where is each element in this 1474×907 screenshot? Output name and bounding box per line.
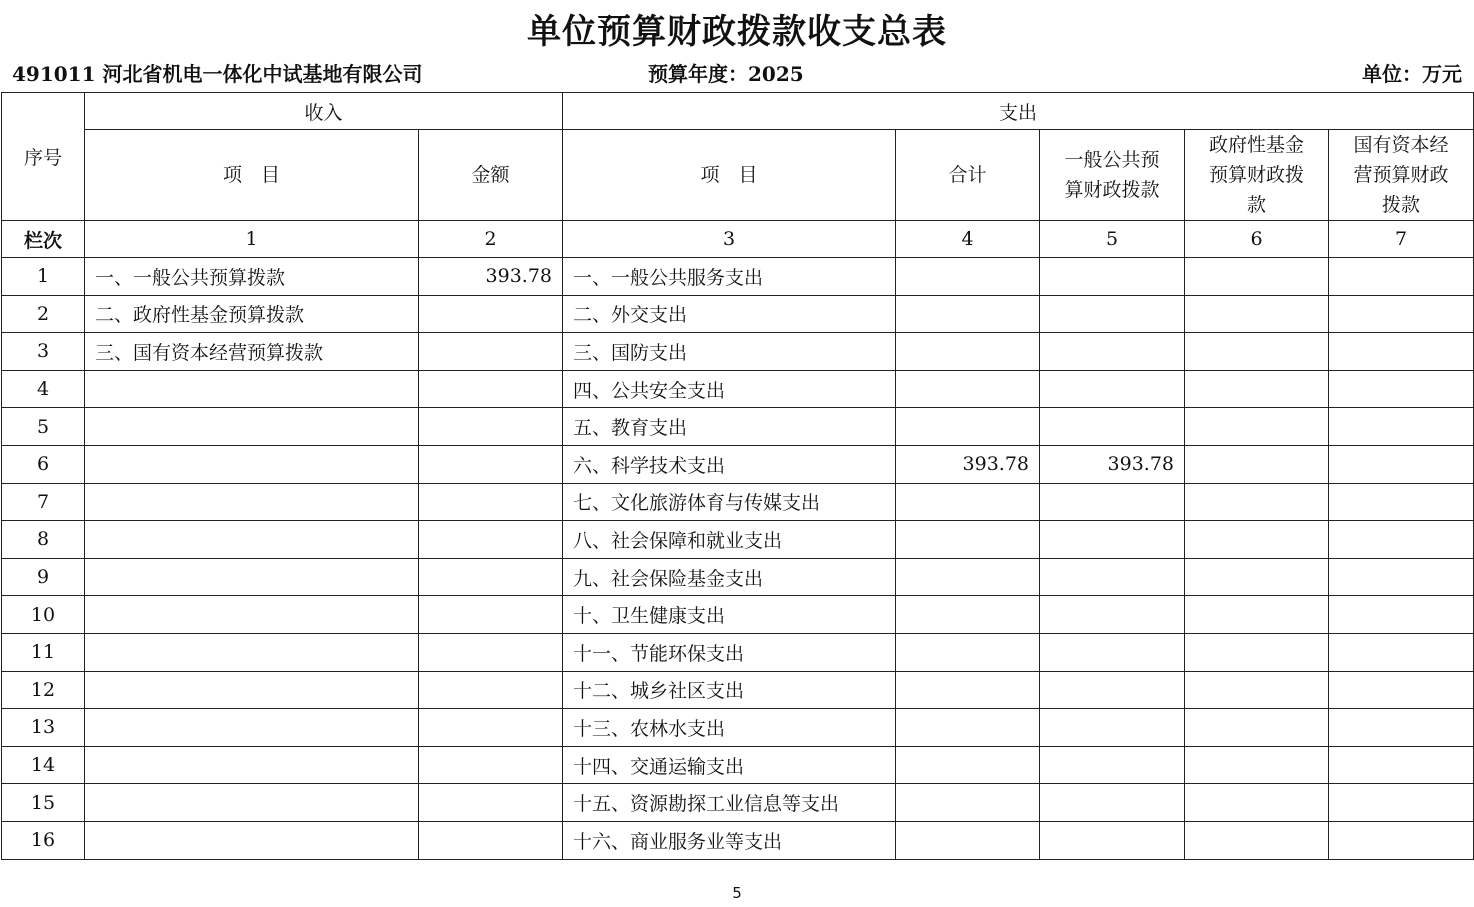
header-gov-fund	[1185, 130, 1329, 221]
budget-table	[1, 92, 1474, 860]
col-num-7: 7	[1329, 221, 1474, 258]
table-row	[2, 295, 1474, 333]
row-general-budget	[1040, 633, 1185, 671]
row-seq: 14	[2, 746, 85, 784]
row-seq: 15	[2, 784, 85, 822]
header-income-amount: 金额	[419, 130, 563, 221]
row-general-budget	[1040, 784, 1185, 822]
row-state-capital	[1329, 258, 1474, 296]
table-row	[2, 258, 1474, 296]
row-seq: 10	[2, 596, 85, 634]
row-expense-item: 十五、资源勘探工业信息等支出	[563, 784, 896, 822]
row-seq: 5	[2, 408, 85, 446]
row-income-amount	[419, 671, 563, 709]
row-income-item: 二、政府性基金预算拨款	[85, 295, 419, 333]
row-income-item	[85, 671, 419, 709]
lanci-label: 栏次	[2, 221, 85, 258]
page-number: 5	[732, 884, 742, 902]
row-total	[896, 370, 1040, 408]
table-row	[2, 333, 1474, 371]
row-state-capital	[1329, 596, 1474, 634]
row-expense-item: 十四、交通运输支出	[563, 746, 896, 784]
table-row	[2, 521, 1474, 559]
row-income-item	[85, 633, 419, 671]
table-row	[2, 596, 1474, 634]
row-seq: 6	[2, 445, 85, 483]
row-general-budget	[1040, 295, 1185, 333]
row-gov-fund	[1185, 709, 1329, 747]
unit-name: 491011 河北省机电一体化中试基地有限公司	[12, 62, 423, 86]
table-row	[2, 445, 1474, 483]
row-gov-fund	[1185, 784, 1329, 822]
row-gov-fund	[1185, 596, 1329, 634]
row-total	[896, 596, 1040, 634]
row-income-item	[85, 746, 419, 784]
row-total	[896, 821, 1040, 859]
row-general-budget	[1040, 483, 1185, 521]
row-gov-fund	[1185, 633, 1329, 671]
row-income-item	[85, 483, 419, 521]
row-state-capital	[1329, 370, 1474, 408]
row-income-amount	[419, 709, 563, 747]
col-num-1: 1	[85, 221, 419, 258]
row-total	[896, 483, 1040, 521]
row-income-item	[85, 370, 419, 408]
row-total	[896, 709, 1040, 747]
row-expense-item: 十、卫生健康支出	[563, 596, 896, 634]
row-general-budget	[1040, 521, 1185, 559]
row-total	[896, 633, 1040, 671]
row-gov-fund	[1185, 370, 1329, 408]
row-income-amount	[419, 633, 563, 671]
row-general-budget	[1040, 408, 1185, 446]
row-income-item	[85, 784, 419, 822]
table-body	[2, 258, 1474, 860]
table-header	[2, 93, 1474, 258]
row-gov-fund	[1185, 821, 1329, 859]
row-state-capital	[1329, 633, 1474, 671]
row-income-item	[85, 521, 419, 559]
col-num-6: 6	[1185, 221, 1329, 258]
row-expense-item: 二、外交支出	[563, 295, 896, 333]
row-state-capital	[1329, 784, 1474, 822]
row-expense-item: 九、社会保险基金支出	[563, 558, 896, 596]
row-income-amount	[419, 784, 563, 822]
header-income-group: 收入	[85, 93, 563, 130]
row-expense-item: 八、社会保障和就业支出	[563, 521, 896, 559]
row-total	[896, 784, 1040, 822]
row-income-item	[85, 408, 419, 446]
row-total	[896, 333, 1040, 371]
row-expense-item: 十二、城乡社区支出	[563, 671, 896, 709]
table-row	[2, 709, 1474, 747]
col-num-4: 4	[896, 221, 1040, 258]
row-income-amount: 393.78	[419, 258, 563, 296]
header-seq: 序号	[2, 93, 85, 221]
row-total	[896, 295, 1040, 333]
row-state-capital	[1329, 445, 1474, 483]
row-seq: 3	[2, 333, 85, 371]
row-income-amount	[419, 558, 563, 596]
row-total	[896, 258, 1040, 296]
row-gov-fund	[1185, 558, 1329, 596]
row-general-budget	[1040, 258, 1185, 296]
header-state-capital	[1329, 130, 1474, 221]
table-row	[2, 746, 1474, 784]
row-income-amount	[419, 295, 563, 333]
row-general-budget	[1040, 709, 1185, 747]
row-state-capital	[1329, 483, 1474, 521]
row-general-budget	[1040, 558, 1185, 596]
row-gov-fund	[1185, 483, 1329, 521]
row-gov-fund	[1185, 671, 1329, 709]
row-seq: 9	[2, 558, 85, 596]
row-income-amount	[419, 370, 563, 408]
row-expense-item: 六、科学技术支出	[563, 445, 896, 483]
row-total	[896, 558, 1040, 596]
row-expense-item: 十一、节能环保支出	[563, 633, 896, 671]
row-income-item	[85, 558, 419, 596]
row-income-amount	[419, 408, 563, 446]
row-income-amount	[419, 746, 563, 784]
row-income-amount	[419, 821, 563, 859]
header-expense-item: 项 目	[563, 130, 896, 221]
header-state-capital-label: 国有资本经营预算财政拨款	[1353, 134, 1449, 216]
row-state-capital	[1329, 746, 1474, 784]
header-gov-fund-label: 政府性基金预算财政拨款	[1209, 134, 1305, 216]
table-row	[2, 784, 1474, 822]
row-gov-fund	[1185, 258, 1329, 296]
row-general-budget: 393.78	[1040, 445, 1185, 483]
row-seq: 7	[2, 483, 85, 521]
row-expense-item: 三、国防支出	[563, 333, 896, 371]
table-row	[2, 408, 1474, 446]
row-gov-fund	[1185, 445, 1329, 483]
row-income-item	[85, 709, 419, 747]
table-row	[2, 821, 1474, 859]
row-expense-item: 五、教育支出	[563, 408, 896, 446]
row-gov-fund	[1185, 333, 1329, 371]
row-income-item: 一、一般公共预算拨款	[85, 258, 419, 296]
row-seq: 8	[2, 521, 85, 559]
currency-unit: 单位：万元	[1362, 62, 1462, 86]
table-row	[2, 370, 1474, 408]
row-seq: 11	[2, 633, 85, 671]
header-general-budget-label: 一般公共预算财政拨款	[1064, 149, 1160, 201]
row-income-item: 三、国有资本经营预算拨款	[85, 333, 419, 371]
table-row	[2, 671, 1474, 709]
row-total	[896, 521, 1040, 559]
col-num-3: 3	[563, 221, 896, 258]
row-income-amount	[419, 483, 563, 521]
row-gov-fund	[1185, 408, 1329, 446]
row-income-item	[85, 445, 419, 483]
row-general-budget	[1040, 671, 1185, 709]
table-row	[2, 483, 1474, 521]
row-general-budget	[1040, 596, 1185, 634]
row-general-budget	[1040, 370, 1185, 408]
row-income-amount	[419, 445, 563, 483]
row-general-budget	[1040, 821, 1185, 859]
row-expense-item: 七、文化旅游体育与传媒支出	[563, 483, 896, 521]
row-general-budget	[1040, 333, 1185, 371]
row-general-budget	[1040, 746, 1185, 784]
row-total	[896, 671, 1040, 709]
col-num-2: 2	[419, 221, 563, 258]
row-expense-item: 十六、商业服务业等支出	[563, 821, 896, 859]
row-expense-item: 十三、农林水支出	[563, 709, 896, 747]
row-gov-fund	[1185, 521, 1329, 559]
header-expense-group: 支出	[563, 93, 1474, 130]
budget-year: 预算年度：2025	[648, 62, 804, 86]
table-row	[2, 633, 1474, 671]
row-state-capital	[1329, 821, 1474, 859]
row-income-amount	[419, 333, 563, 371]
row-expense-item: 一、一般公共服务支出	[563, 258, 896, 296]
header-general-budget	[1040, 130, 1185, 221]
row-total	[896, 746, 1040, 784]
row-expense-item: 四、公共安全支出	[563, 370, 896, 408]
table-row	[2, 558, 1474, 596]
row-gov-fund	[1185, 746, 1329, 784]
row-seq: 13	[2, 709, 85, 747]
row-income-amount	[419, 521, 563, 559]
row-state-capital	[1329, 671, 1474, 709]
header-income-item: 项 目	[85, 130, 419, 221]
row-state-capital	[1329, 558, 1474, 596]
row-income-item	[85, 821, 419, 859]
row-seq: 1	[2, 258, 85, 296]
header-total: 合计	[896, 130, 1040, 221]
row-state-capital	[1329, 709, 1474, 747]
row-seq: 2	[2, 295, 85, 333]
row-state-capital	[1329, 333, 1474, 371]
row-state-capital	[1329, 521, 1474, 559]
page-title: 单位预算财政拨款收支总表	[527, 12, 947, 52]
row-income-amount	[419, 596, 563, 634]
row-seq: 4	[2, 370, 85, 408]
row-state-capital	[1329, 295, 1474, 333]
col-num-5: 5	[1040, 221, 1185, 258]
row-seq: 16	[2, 821, 85, 859]
row-income-item	[85, 596, 419, 634]
row-gov-fund	[1185, 295, 1329, 333]
row-total	[896, 408, 1040, 446]
row-seq: 12	[2, 671, 85, 709]
row-total: 393.78	[896, 445, 1040, 483]
row-state-capital	[1329, 408, 1474, 446]
